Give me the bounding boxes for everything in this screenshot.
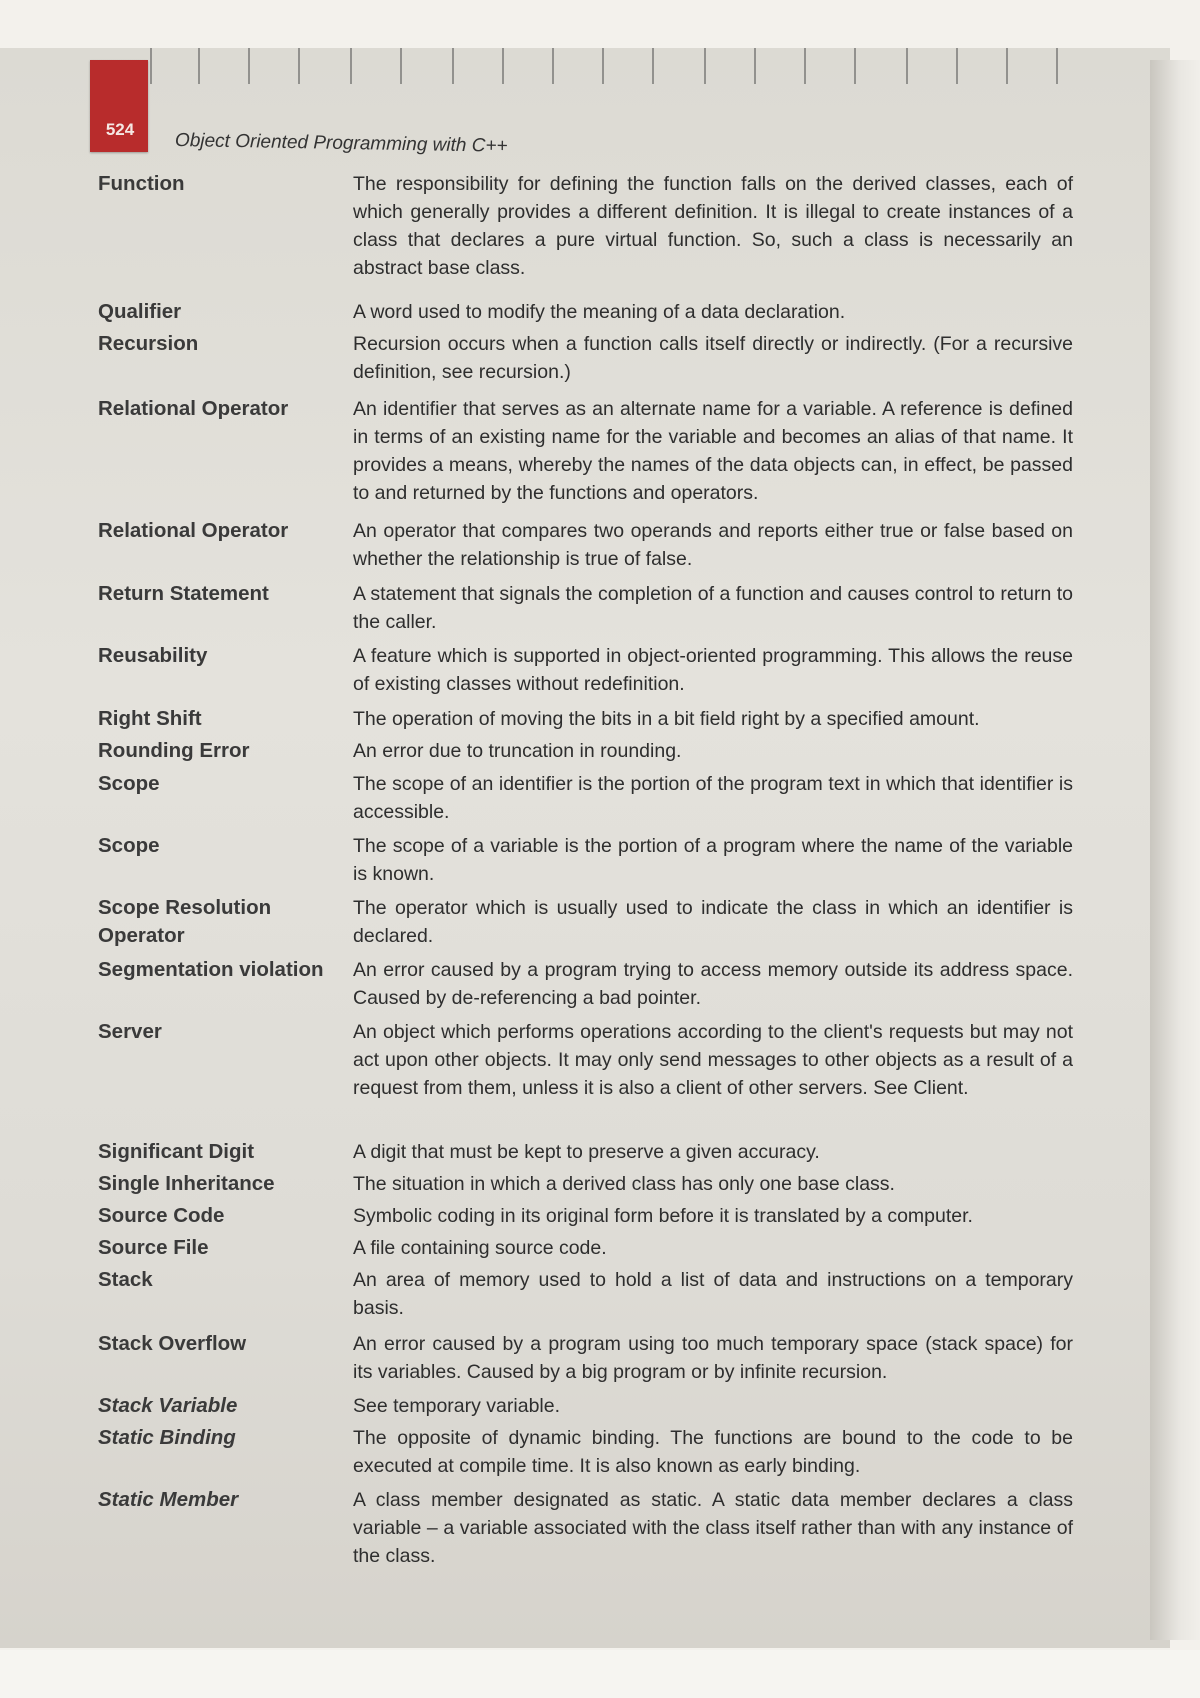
glossary-term: Rounding Error: [98, 739, 250, 762]
glossary-term: Scope: [98, 834, 160, 857]
glossary-definition: A class member designated as static. A static data member declares a class variable – a variable associated with the class itself rather than with any instance of the class.: [353, 1489, 1073, 1567]
glossary-definition: A word used to modify the meaning of a data declaration.: [353, 301, 846, 323]
glossary-definition: Symbolic coding in its original form before it is translated by a computer.: [353, 1205, 973, 1227]
glossary-definition: The scope of an identifier is the portion of the program text in which that identifier is accessible.: [353, 773, 1073, 823]
glossary-term: Scope: [98, 772, 160, 795]
glossary-term: Significant Digit: [98, 1140, 255, 1163]
glossary-definition: An identifier that serves as an alternate name for a variable. A reference is defined in terms of an existing name for the variable and becomes an alias of that name. It provides a means, whereby the names of the data objects can, in effect, be passed to and returned by the functions and operators.: [353, 398, 1073, 504]
page-number: 524: [105, 120, 135, 139]
glossary-definition: The scope of a variable is the portion of a program where the name of the variable is known.: [353, 835, 1073, 885]
page-bottom-margin: [0, 1650, 1200, 1698]
running-head: Object Oriented Programming with C++: [174, 130, 508, 157]
glossary-term: Reusability: [98, 644, 208, 667]
glossary-definition: An error caused by a program using too much temporary space (stack space) for its variables. Caused by a big program or by infinite recursion.: [353, 1333, 1073, 1383]
glossary-definition: Recursion occurs when a function calls itself directly or indirectly. (For a recursive definition, see recursion.): [353, 333, 1073, 383]
glossary-term: Static Member: [98, 1488, 239, 1511]
glossary-definition: The situation in which a derived class has only one base class.: [353, 1173, 895, 1195]
glossary-definition: An error due to truncation in rounding.: [353, 740, 682, 762]
glossary-term: Return Statement: [98, 582, 269, 605]
glossary-term: Stack: [98, 1268, 153, 1291]
glossary-term: Source Code: [98, 1204, 225, 1227]
glossary-term: Function: [98, 172, 185, 195]
glossary-definition: The operation of moving the bits in a bit field right by a specified amount.: [353, 708, 980, 730]
glossary-definition: A statement that signals the completion of a function and causes control to return to the caller.: [353, 583, 1073, 633]
glossary-definition: A feature which is supported in object-oriented programming. This allows the reuse of existing classes without redefinition.: [353, 645, 1073, 695]
glossary-term: Right Shift: [98, 707, 202, 730]
glossary-definition: An operator that compares two operands and reports either true or false based on whether the relationship is true of false.: [353, 520, 1073, 570]
glossary-term: Stack Variable: [98, 1394, 238, 1417]
glossary-term: Source File: [98, 1236, 209, 1259]
thumb-index-marks: [150, 48, 1150, 88]
glossary-term: Stack Overflow: [98, 1332, 247, 1355]
glossary-definition: The opposite of dynamic binding. The functions are bound to the code to be executed at compile time. It is also known as early binding.: [353, 1427, 1073, 1477]
glossary-definition: The operator which is usually used to indicate the class in which an identifier is declared.: [353, 897, 1073, 947]
glossary-definition: A file containing source code.: [353, 1237, 607, 1259]
next-page-edge: [1150, 60, 1200, 1640]
glossary-definition: See temporary variable.: [353, 1395, 561, 1417]
glossary-term: Segmentation violation: [98, 958, 324, 981]
glossary-term: Qualifier: [98, 300, 182, 323]
glossary-term: Server: [98, 1020, 162, 1043]
glossary-definition: A digit that must be kept to preserve a given accuracy.: [353, 1141, 820, 1163]
glossary-definition: An area of memory used to hold a list of data and instructions on a temporary basis.: [353, 1269, 1073, 1319]
glossary-definition: An error caused by a program trying to access memory outside its address space. Caused by de-referencing a bad pointer.: [353, 959, 1073, 1009]
glossary-definition: An object which performs operations according to the client's requests but may not act upon other objects. It may only send messages to other objects as a result of a request from them, unless it is also a client of other servers. See Client.: [353, 1021, 1073, 1099]
glossary-term: Scope Resolution Operator: [98, 896, 272, 947]
glossary-term: Single Inheritance: [98, 1172, 275, 1195]
glossary-term: Static Binding: [98, 1426, 236, 1449]
glossary-term: Relational Operator: [98, 397, 289, 420]
glossary-term: Recursion: [98, 332, 199, 355]
glossary-definition: The responsibility for defining the function falls on the derived classes, each of which generally provides a different definition. It is illegal to create instances of a class that declares a pure virtual function. So, such a class is necessarily an abstract base class.: [353, 173, 1073, 279]
glossary-term: Relational Operator: [98, 519, 289, 542]
